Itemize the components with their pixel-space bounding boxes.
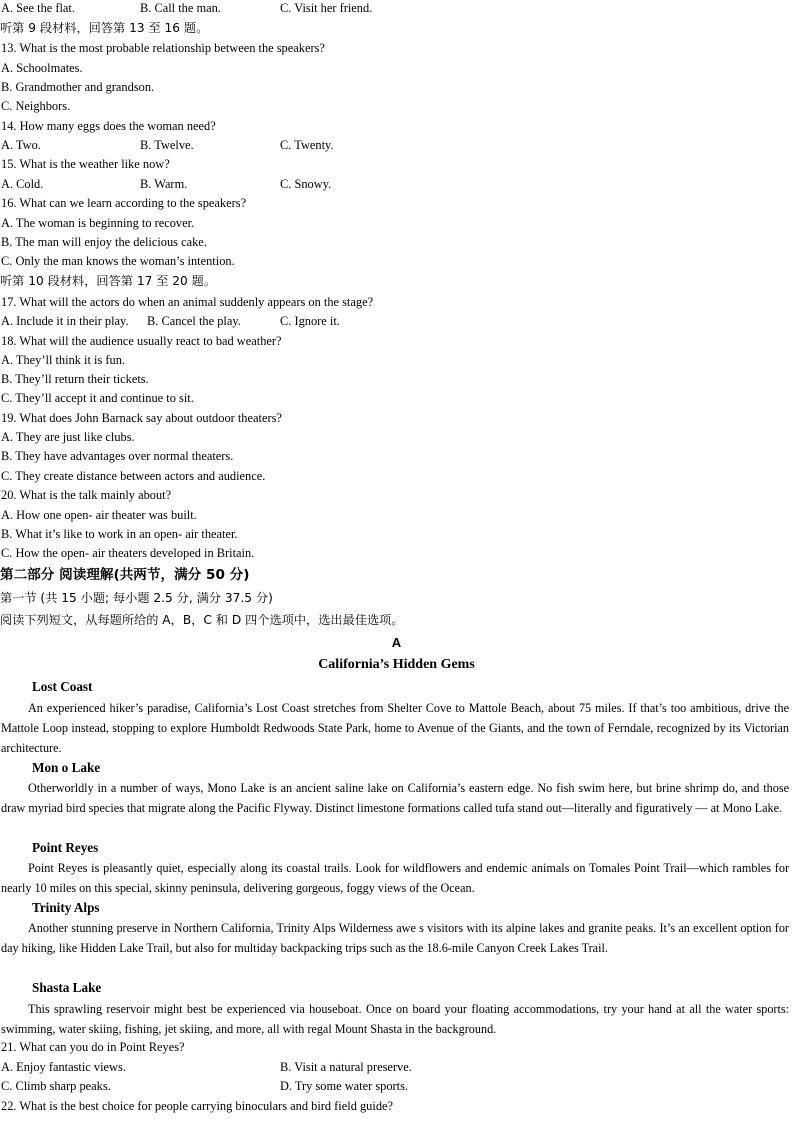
question-20: 20. What is the talk mainly about? bbox=[1, 488, 172, 502]
question-14: 14. How many eggs does the woman need? bbox=[1, 119, 216, 133]
q16-option-c: C. Only the man knows the woman’s intention. bbox=[1, 254, 235, 268]
prev-option-c: C. Visit her friend. bbox=[280, 1, 373, 15]
q20-option-a: A. How one open- air theater was built. bbox=[1, 508, 197, 522]
q21-option-c: C. Climb sharp peaks. bbox=[1, 1079, 111, 1093]
passage-letter: A bbox=[391, 635, 402, 650]
q19-option-a: A. They are just like clubs. bbox=[1, 430, 135, 444]
section-heading-mono-lake: Mon o Lake bbox=[32, 760, 101, 775]
q17-option-a: A. Include it in their play. bbox=[1, 314, 129, 328]
q14-option-c: C. Twenty. bbox=[280, 138, 334, 152]
question-16: 16. What can we learn according to the speakers? bbox=[1, 196, 247, 210]
q17-option-b: B. Cancel the play. bbox=[147, 314, 241, 328]
section-heading-trinity-alps: Trinity Alps bbox=[32, 900, 100, 915]
q15-option-b: B. Warm. bbox=[140, 177, 188, 191]
q19-option-c: C. They create distance between actors and audience. bbox=[1, 469, 266, 483]
section-text-trinity-alps: Another stunning preserve in Northern California, Trinity Alps Wilderness awe s visitors with its alpine lakes and granite peaks. It’s an excellent option for day hiking, like Hidden Lake Trail, but also for multiday backpacking trips such as the 18.6-mile Canyon Creek Lakes Trail. bbox=[1, 921, 789, 955]
section-text-shasta-lake: This sprawling reservoir might best be experienced via houseboat. Once on board your floating accommodations, try your hand at all the water sports: swimming, water skiing, fishing, jet skiing, and more, all with regal Mount Shasta in the background. bbox=[1, 1002, 789, 1036]
question-21: 21. What can you do in Point Reyes? bbox=[1, 1040, 185, 1054]
part-two-title: 第二部分 阅读理解(共两节，满分 50 分) bbox=[0, 567, 250, 583]
q21-option-a: A. Enjoy fantastic views. bbox=[1, 1060, 126, 1074]
q13-option-a: A. Schoolmates. bbox=[1, 61, 83, 75]
question-18: 18. What will the audience usually react to bad weather? bbox=[1, 334, 282, 348]
reading-instruction: 阅读下列短文，从每题所给的 A，B，C 和 D 四个选项中，选出最佳选项。 bbox=[0, 613, 404, 627]
passage-title: California’s Hidden Gems bbox=[318, 657, 475, 672]
q19-option-b: B. They have advantages over normal theaters. bbox=[1, 449, 234, 463]
q16-option-a: A. The woman is beginning to recover. bbox=[1, 216, 195, 230]
question-13: 13. What is the most probable relationship between the speakers? bbox=[1, 41, 325, 55]
q14-option-a: A. Two. bbox=[1, 138, 41, 152]
material-10-instruction: 听第 10 段材料，回答第 17 至 20 题。 bbox=[0, 274, 217, 288]
q15-option-c: C. Snowy. bbox=[280, 177, 332, 191]
question-19: 19. What does John Barnack say about outdoor theaters? bbox=[1, 411, 282, 425]
q21-option-b: B. Visit a natural preserve. bbox=[280, 1060, 412, 1074]
section-text-mono-lake: Otherworldly in a number of ways, Mono Lake is an ancient saline lake on California’s eastern edge. No fish swim here, but brine shrimp do, and those draw myriad bird species that migrate along the Pacific Flyway. Distinct limestone formations called tufa stand out—literally and figuratively — at Mono Lake. bbox=[1, 781, 789, 815]
section-text-lost-coast: An experienced hiker’s paradise, California’s Lost Coast stretches from Shelter Cove to Mattole Beach, about 75 miles. If that’s too ambitious, drive the Mattole Loop instead, stopping to explore Humboldt Redwoods State Park, home to Avenue of the Giants, and the town of Ferndale, recognized by its Victorian architecture. bbox=[1, 701, 789, 755]
q13-option-c: C. Neighbors. bbox=[1, 99, 71, 113]
question-22: 22. What is the best choice for people carrying binoculars and bird field guide? bbox=[1, 1099, 394, 1113]
section-heading-point-reyes: Point Reyes bbox=[32, 840, 99, 855]
q18-option-a: A. They’ll think it is fun. bbox=[1, 353, 126, 367]
q18-option-b: B. They’ll return their tickets. bbox=[1, 372, 149, 386]
section-one-title: 第一节 (共 15 小题; 每小题 2.5 分, 满分 37.5 分) bbox=[0, 591, 273, 605]
material-9-instruction: 听第 9 段材料，回答第 13 至 16 题。 bbox=[0, 21, 209, 35]
q13-option-b: B. Grandmother and grandson. bbox=[1, 80, 155, 94]
question-15: 15. What is the weather like now? bbox=[1, 157, 170, 171]
prev-option-b: B. Call the man. bbox=[140, 1, 221, 15]
question-17: 17. What will the actors do when an animal suddenly appears on the stage? bbox=[1, 295, 374, 309]
q18-option-c: C. They’ll accept it and continue to sit. bbox=[1, 391, 194, 405]
q16-option-b: B. The man will enjoy the delicious cake. bbox=[1, 235, 207, 249]
prev-option-a: A. See the flat. bbox=[1, 1, 75, 15]
q14-option-b: B. Twelve. bbox=[140, 138, 194, 152]
section-heading-shasta-lake: Shasta Lake bbox=[32, 980, 102, 995]
section-text-point-reyes: Point Reyes is pleasantly quiet, especially along its coastal trails. Look for wildflowers and endemic animals on Tomales Point Trail—which rambles for nearly 10 miles on this special, skinny peninsula, delivering gorgeous, foggy views of the Ocean. bbox=[1, 861, 789, 895]
q17-option-c: C. Ignore it. bbox=[280, 314, 340, 328]
q20-option-b: B. What it’s like to work in an open- air theater. bbox=[1, 527, 238, 541]
section-heading-lost-coast: Lost Coast bbox=[32, 679, 93, 694]
q21-option-d: D. Try some water sports. bbox=[280, 1079, 409, 1093]
q20-option-c: C. How the open- air theaters developed in Britain. bbox=[1, 546, 255, 560]
q15-option-a: A. Cold. bbox=[1, 177, 44, 191]
